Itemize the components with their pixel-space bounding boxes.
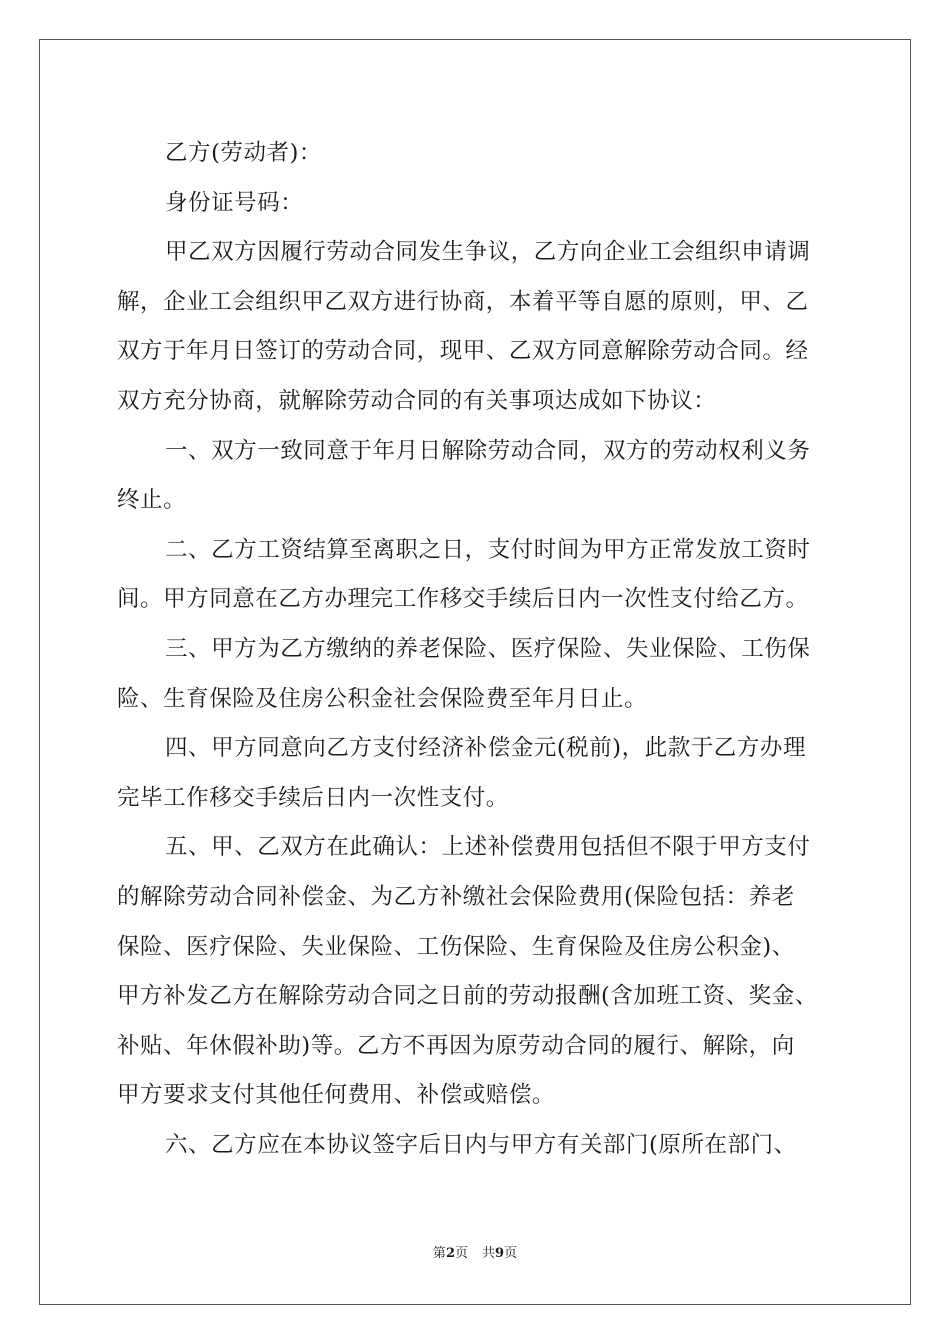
clause-6-line: 六、乙方应在本协议签字后日内与甲方有关部门(原所在部门、 — [165, 1131, 797, 1158]
clause-2-line: 间。甲方同意在乙方办理完工作移交手续后日内一次性支付给乙方。 — [117, 586, 809, 613]
clause-4-line: 完毕工作移交手续后日内一次性支付。 — [117, 784, 509, 811]
document-body — [117, 129, 833, 1170]
party-b-label: 乙方(劳动者)： — [165, 140, 322, 166]
clause-5-line: 甲方要求支付其他任何费用、补偿或赔偿。 — [117, 1082, 555, 1109]
paragraph-line: 双方充分协商，就解除劳动合同的有关事项达成如下协议： — [117, 387, 717, 414]
total-page-number: 9 — [495, 1246, 505, 1261]
clause-5-line: 五、甲、乙双方在此确认：上述补偿费用包括但不限于甲方支付 — [165, 834, 811, 861]
current-page-number: 2 — [445, 1246, 455, 1261]
clause-3-line: 三、甲方为乙方缴纳的养老保险、医疗保险、失业保险、工伤保 — [165, 635, 811, 662]
paragraph-line: 甲乙双方因履行劳动合同发生争议，乙方向企业工会组织申请调 — [165, 239, 811, 266]
clause-1-line: 一、双方一致同意于年月日解除劳动合同，双方的劳动权利义务 — [165, 437, 811, 464]
total-prefix: 共 — [482, 1246, 496, 1261]
clause-5-line: 保险、医疗保险、失业保险、工伤保险、生育保险及住房公积金)、 — [117, 933, 795, 960]
paragraph-line: 解，企业工会组织甲乙双方进行协商，本着平等自愿的原则，甲、乙 — [117, 288, 809, 315]
paragraph-line: 双方于年月日签订的劳动合同，现甲、乙双方同意解除劳动合同。经 — [117, 338, 809, 365]
id-number-label: 身份证号码： — [165, 189, 304, 216]
clause-2-line: 二、乙方工资结算至离职之日，支付时间为甲方正常发放工资时 — [165, 536, 811, 563]
total-suffix: 页 — [504, 1246, 518, 1261]
clause-5-line: 的解除劳动合同补偿金、为乙方补缴社会保险费用(保险包括：养老 — [117, 883, 795, 910]
clause-5-line: 甲方补发乙方在解除劳动合同之日前的劳动报酬(含加班工资、奖金、 — [117, 983, 818, 1010]
page-prefix: 第 — [432, 1246, 446, 1261]
clause-5-line: 补贴、年休假补助)等。乙方不再因为原劳动合同的履行、解除，向 — [117, 1032, 795, 1059]
page-suffix: 页 — [454, 1246, 468, 1261]
clause-1-line: 终止。 — [117, 487, 187, 514]
clause-4-line: 四、甲方同意向乙方支付经济补偿金元(税前)，此款于乙方办理 — [165, 735, 807, 762]
page-footer — [0, 1244, 950, 1264]
clause-3-line: 险、生育保险及住房公积金社会保险费至年月日止。 — [117, 685, 648, 712]
